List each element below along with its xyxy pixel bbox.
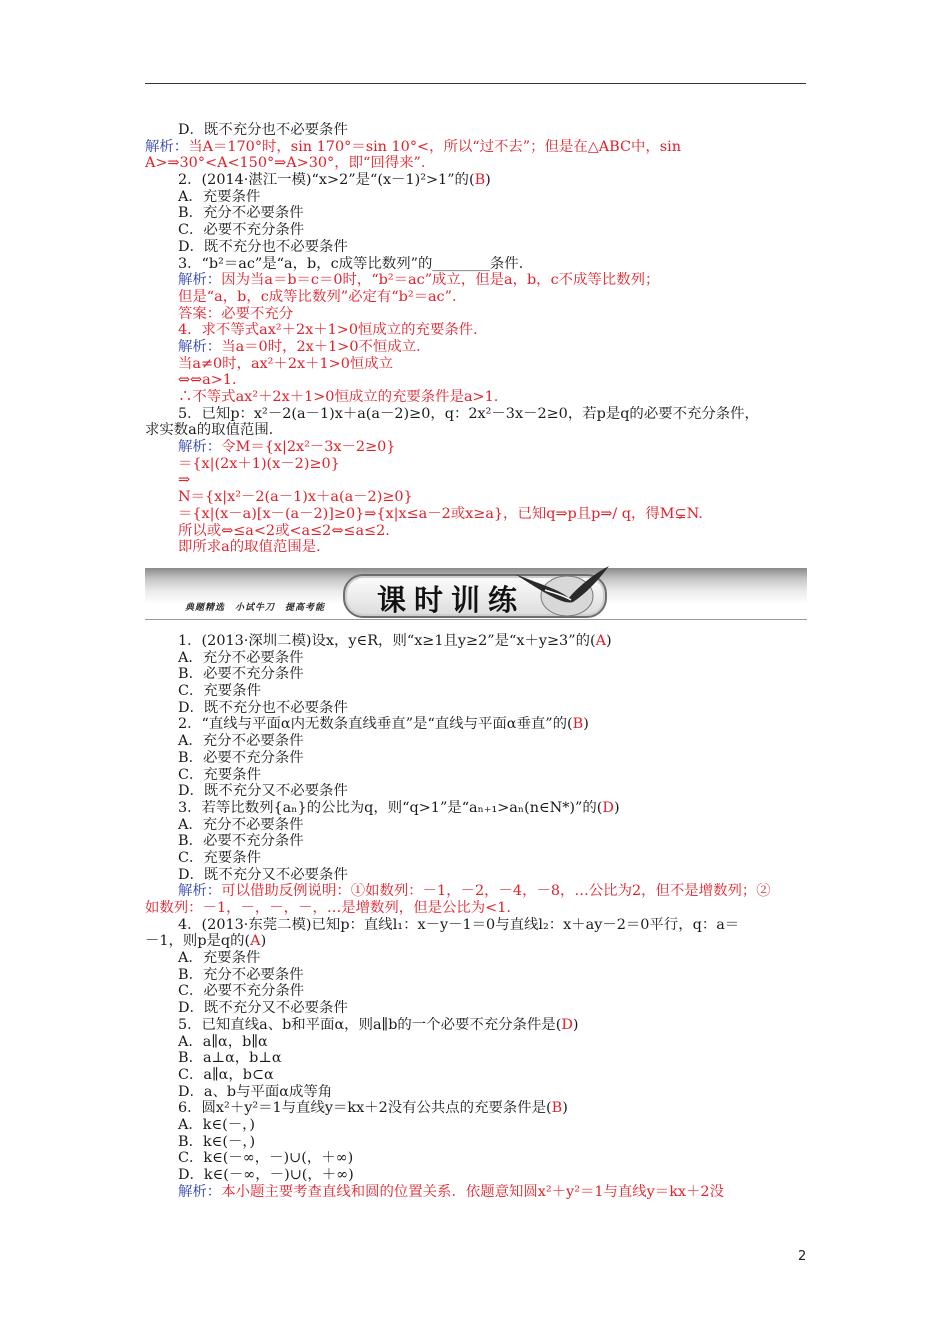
banner-subtitle: 典题精选 小试牛刀 提高考能 (185, 603, 326, 613)
body-text: B．a⊥α，b⊥α (178, 1050, 282, 1067)
answer-text: 因为当a＝b＝c＝0时，“b²＝ac”成立，但是a，b，c不成等比数列； (221, 272, 660, 289)
body-text: A．充要条件 (178, 950, 261, 967)
text-line (145, 650, 807, 667)
text-line (145, 306, 807, 323)
text-line (145, 783, 807, 800)
text-line (145, 1000, 807, 1017)
body-text: B．k∈(－，) (178, 1133, 256, 1150)
body-text: 3．“b²＝ac”是“a，b，c成等比数列”的________条件． (178, 255, 534, 272)
text-line (145, 1050, 807, 1067)
text-line (145, 222, 807, 239)
text-line (145, 716, 807, 733)
banner-underline (145, 619, 807, 620)
text-line (145, 1150, 807, 1167)
text-line (145, 750, 807, 767)
text-line (145, 272, 807, 289)
answer-text: D (561, 1016, 573, 1033)
body-text: D．既不充分也不必要条件 (178, 699, 348, 716)
text-line (145, 1117, 807, 1134)
bird-icon (505, 560, 615, 618)
body-text: A．充分不必要条件 (178, 649, 304, 666)
answer-text: 如数列：－1，－，－，－，…是增数列，但是公比为<1. (145, 900, 511, 916)
page-number: 2 (798, 1249, 807, 1264)
body-text: ) (605, 633, 612, 649)
text-line (145, 1067, 807, 1084)
answer-text: ∴不等式ax²＋2x＋1>0恒成立的充要条件是a>1. (178, 389, 499, 405)
body-text: 1．(2013·深圳二模)设x，y∈R，则“x≥1且y≥2”是“x＋y≥3”的( (178, 633, 596, 649)
answer-text: 4．求不等式ax²＋2x＋1>0恒成立的充要条件． (178, 322, 488, 339)
body-text: D．k∈(－∞，－)∪(，＋∞) (178, 1167, 354, 1183)
body-text: ) (485, 172, 491, 189)
text-line (145, 900, 807, 917)
body-text: A．充分不必要条件 (178, 733, 304, 750)
text-line (145, 356, 807, 373)
answer-text: A (250, 933, 261, 950)
answer-text: 令M＝{x|2x²－3x－2≥0} (221, 439, 396, 456)
text-line (145, 700, 807, 717)
body-text: B．必要不充分条件 (178, 666, 304, 683)
text-line (145, 489, 807, 506)
text-line (145, 1184, 807, 1201)
body-text: 5．已知p：x²－2(a－1)x＋a(a－2)≥0，q：2x²－3x－2≥0，若p是q的必要不充分条件， (178, 405, 759, 422)
text-line (145, 1134, 807, 1151)
text-line (145, 205, 807, 222)
text-line (145, 172, 807, 189)
body-text: A．a∥α，b∥α (178, 1033, 268, 1050)
solution-label: 解析： (145, 138, 189, 155)
body-text: C．必要不充分条件 (178, 983, 305, 1000)
body-text: 2．(2014·湛江一模)“x>2”是“(x－1)²>1”的( (178, 172, 475, 189)
body-text: D．既不充分也不必要条件 (178, 238, 348, 255)
text-line (145, 372, 807, 389)
body-text: ) (572, 1016, 579, 1033)
answer-text: 本小题主要考查直线和圆的位置关系．依题意知圆x²＋y²＝1与直线y＝kx＋2没 (221, 1183, 724, 1200)
text-line (145, 683, 807, 700)
text-line (145, 406, 807, 423)
text-line (145, 155, 807, 172)
answer-text: A (595, 633, 606, 649)
answer-text: 但是“a，b，c成等比数列”必定有“b²＝ac”． (178, 288, 467, 305)
text-line (145, 289, 807, 306)
text-line (145, 422, 807, 439)
body-text: B．必要不充分条件 (178, 833, 304, 850)
text-line (145, 1017, 807, 1034)
text-line (145, 867, 807, 884)
text-line (145, 506, 807, 523)
text-line (145, 1167, 807, 1184)
text-line (145, 472, 807, 489)
body-text: C．充要条件 (178, 849, 261, 866)
body-text: B．充分不必要条件 (178, 966, 304, 983)
text-line (145, 883, 807, 900)
text-line (145, 1100, 807, 1117)
solution-label: 解析： (178, 338, 222, 355)
text-line (145, 339, 807, 356)
answer-text: N＝{x|x²－2(a－1)x＋a(a－2)≥0} (178, 489, 413, 506)
body-text: D．既不充分又不必要条件 (178, 866, 348, 883)
section-exercises (145, 633, 807, 1200)
body-text: －1，则p是q的( (145, 933, 251, 950)
text-line (145, 666, 807, 683)
text-line (145, 917, 807, 934)
body-text: C．充要条件 (178, 683, 261, 700)
body-text: ) (613, 799, 620, 816)
body-text: B．充分不必要条件 (178, 205, 304, 222)
body-text: C．k∈(－∞，－)∪(，＋∞) (178, 1150, 354, 1167)
text-line (145, 817, 807, 834)
answer-text: 当A＝170°时，sin 170°＝sin 10°<，所以“过不去”；但是在△ABC中，sin (188, 138, 682, 155)
body-text: C．充要条件 (178, 766, 261, 783)
answer-text: ＝{x|(x－a)[x－(a－2)]≥0}⇒{x|x≤a－2或x≥a}，已知q⇒p且p⇒/ q，得M⊊N. (178, 505, 703, 522)
banner-title: 课时训练 (377, 583, 526, 617)
text-line (145, 1034, 807, 1051)
solution-label: 解析： (178, 1183, 222, 1200)
body-text: C．必要不充分条件 (178, 222, 305, 239)
body-text: D．既不充分又不必要条件 (178, 783, 348, 800)
body-text: A．充要条件 (178, 188, 261, 205)
text-line (145, 239, 807, 256)
text-line (145, 456, 807, 473)
answer-text: 可以借助反例说明：①如数列：－1，－2，－4，－8，…公比为2，但不是增数列；② (221, 883, 771, 900)
text-line (145, 439, 807, 456)
body-text: ) (562, 1100, 568, 1117)
text-line (145, 539, 807, 556)
text-line (145, 389, 807, 406)
body-text: 5．已知直线a、b和平面α，则a∥b的一个必要不充分条件是( (178, 1016, 562, 1033)
text-line (145, 833, 807, 850)
text-line (145, 800, 807, 817)
text-line (145, 523, 807, 540)
text-line (145, 256, 807, 273)
body-text: 求实数a的取值范围． (145, 422, 284, 439)
body-text: A．充分不必要条件 (178, 816, 304, 833)
answer-text: ＝{x|(2x＋1)(x－2)≥0} (178, 455, 340, 472)
text-line (145, 967, 807, 984)
text-line (145, 933, 807, 950)
answer-text: ⇔⇔a>1. (178, 372, 237, 389)
answer-text: D (602, 799, 614, 816)
text-line (145, 1084, 807, 1101)
answer-text: 答案：必要不充分 (178, 305, 294, 322)
answer-text: 即所求a的取值范围是. (178, 539, 321, 556)
section-answers-continued (145, 122, 807, 556)
text-line (145, 850, 807, 867)
text-line (145, 733, 807, 750)
text-line (145, 322, 807, 339)
text-line (145, 633, 807, 650)
body-text: B．必要不充分条件 (178, 749, 304, 766)
body-text: 3．若等比数列{aₙ}的公比为q，则“q>1”是“aₙ₊₁>aₙ(n∈N*)”的( (178, 799, 603, 816)
body-text: 2．“直线与平面α内无数条直线垂直”是“直线与平面α垂直”的( (178, 716, 573, 733)
text-line (145, 767, 807, 784)
body-text: ) (260, 933, 267, 950)
solution-label: 解析： (178, 883, 222, 900)
header-rule (145, 83, 806, 84)
answer-text: A>⇒30°<A<150°⇒A>30°，即“回得来”． (145, 155, 436, 172)
solution-label: 解析： (178, 439, 222, 456)
text-line (145, 139, 807, 156)
solution-label: 解析： (178, 272, 222, 289)
answer-text: ⇒ (178, 472, 191, 489)
answer-text: B (551, 1100, 563, 1117)
body-text: ) (583, 716, 589, 733)
answer-text: B (474, 172, 486, 189)
section-banner (145, 560, 807, 622)
answer-text: 所以或⇔≤a<2或<a≤2⇔≤a≤2. (178, 522, 390, 539)
body-text: 4．(2013·东莞二模)已知p：直线l₁：x－y－1＝0与直线l₂：x＋ay－2＝0平行，q：a＝ (178, 916, 740, 933)
text-line (145, 950, 807, 967)
body-text: 6．圆x²＋y²＝1与直线y＝kx＋2没有公共点的充要条件是( (178, 1100, 552, 1117)
text-line (145, 983, 807, 1000)
answer-text: 当a＝0时，2x＋1>0不恒成立． (221, 338, 431, 355)
text-line (145, 189, 807, 206)
body-text: D．a、b与平面α成等角 (178, 1083, 333, 1100)
text-line (145, 122, 807, 139)
body-text: D．既不充分也不必要条件 (178, 122, 348, 138)
body-text: A．k∈(－，) (178, 1116, 255, 1133)
body-text: C．a∥α，b⊂α (178, 1066, 274, 1083)
body-text: D．既不充分又不必要条件 (178, 1000, 348, 1017)
answer-text: 当a≠0时，ax²＋2x＋1>0恒成立 (178, 355, 394, 372)
answer-text: B (572, 716, 584, 733)
